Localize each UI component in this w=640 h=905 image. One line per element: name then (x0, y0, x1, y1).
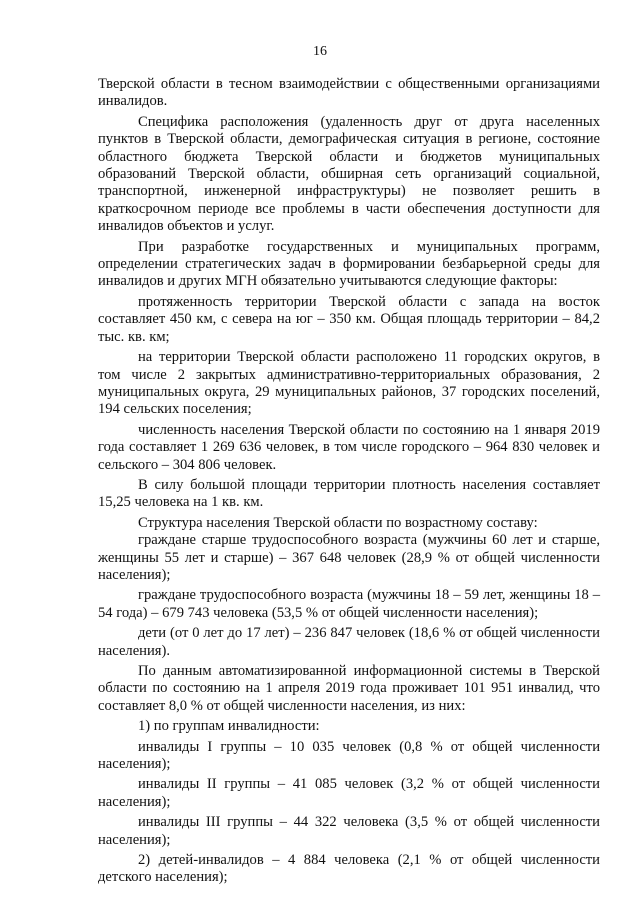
paragraph: инвалиды II группы – 41 085 человек (3,2 % от общей численности населения); (98, 776, 600, 810)
paragraph: численность населения Тверской области по состоянию на 1 января 2019 года составляет 1 269 636 человек, в том числе городского – 964 830 человек и сельского – 304 806 человек. (98, 421, 600, 473)
paragraph: инвалиды III группы – 44 322 человека (3,5 % от общей численности населения); (98, 814, 600, 848)
paragraph: граждане старше трудоспособного возраста (мужчины 60 лет и старше, женщины 55 лет и старше) – 367 648 человек (28,9 % от общей численности населения); (98, 532, 600, 583)
paragraph: Специфика расположения (удаленность друг от друга населенных пунктов в Тверской области, демографическая ситуация в регионе, состояние областного бюджета Тверской области и бюджетов муниципальных образований Тверской области, обширная сеть организаций социальной, транспортной, инженерной инфраструктуры) не позволяет решить в краткосрочном периоде все проблемы в части обеспечения доступности для инвалидов объектов и услуг. (98, 113, 600, 235)
paragraph: 1) по группам инвалидности: (138, 718, 320, 735)
paragraph: Структура населения Тверской области по возрастному составу: (138, 514, 538, 531)
paragraph: Тверской области в тесном взаимодействии с общественными организациями инвалидов. (98, 76, 600, 110)
paragraph: протяженность территории Тверской области с запада на восток составляет 450 км, с севера на юг – 350 км. Общая площадь территории – 84,2 тыс. кв. км; (98, 293, 600, 345)
paragraph: 2) детей-инвалидов – 4 884 человека (2,1 % от общей численности детского населения); (98, 852, 600, 886)
body-text (98, 76, 600, 887)
paragraph: граждане трудоспособного возраста (мужчины 18 – 59 лет, женщины 18 – 54 года) – 679 743 человека (53,5 % от общей численности населения); (98, 587, 600, 621)
paragraph: По данным автоматизированной информационной системы в Тверской области по состоянию на 1 апреля 2019 года проживает 101 951 инвалид, что составляет 8,0 % от общей численности населения, из них: (98, 663, 600, 714)
paragraph: инвалиды I группы – 10 035 человек (0,8 % от общей численности населения); (98, 738, 600, 773)
paragraph: на территории Тверской области расположено 11 городских округов, в том числе 2 закрытых административно-территориальных образования, 2 муниципальных округа, 29 муниципальных районов, 37 городских поселений, 194 сельских поселения; (98, 349, 600, 418)
page-number: 16 (313, 44, 327, 59)
paragraph: В силу большой площади территории плотность населения составляет 15,25 человека на 1 кв. км. (98, 476, 600, 511)
paragraph: При разработке государственных и муниципальных программ, определении стратегических задач в формировании безбарьерной среды для инвалидов и других МГН обязательно учитываются следующие факторы: (98, 238, 600, 290)
paragraph: дети (от 0 лет до 17 лет) – 236 847 человек (18,6 % от общей численности населения). (98, 625, 600, 659)
